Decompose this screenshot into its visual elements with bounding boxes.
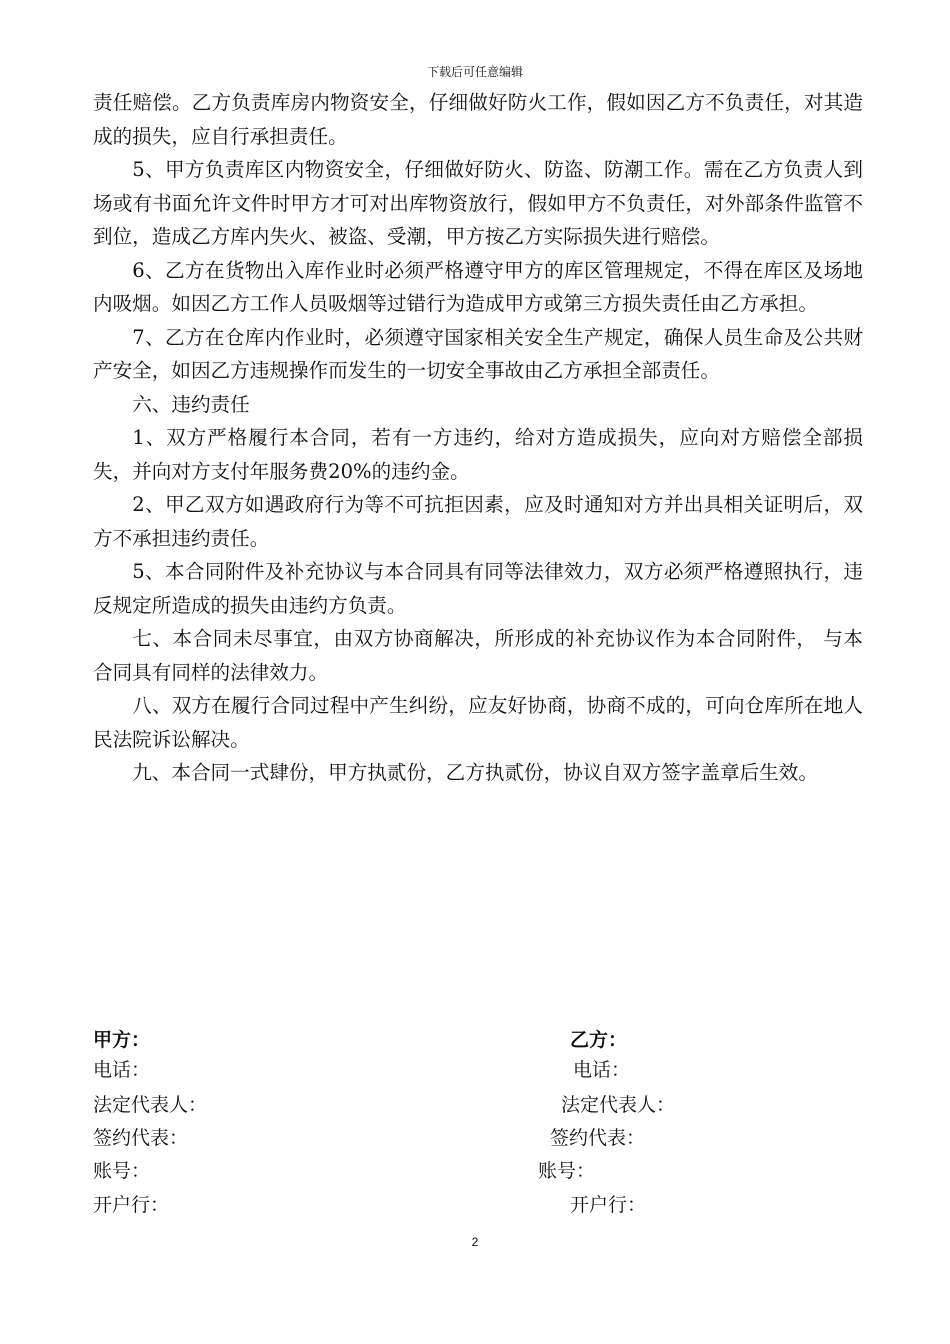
party-b-bank-label: 开户行：: [570, 1194, 647, 1216]
paragraph: 6、乙方在货物出入库作业时必须严格遵守甲方的库区管理规定，不得在库区及场地内吸烟。如因乙方工作人员吸烟等过错行为造成甲方或第三方损失责任由乙方承担。: [93, 258, 863, 315]
contract-body: [93, 86, 863, 790]
party-b-signing-rep-label: 签约代表：: [550, 1127, 646, 1149]
paragraph: 责任赔偿。乙方负责库房内物资安全，仔细做好防火工作，假如因乙方不负责任，对其造成的损失，应自行承担责任。: [93, 91, 863, 148]
party-a-label: 甲方：: [93, 1029, 151, 1051]
party-b-label: 乙方：: [570, 1029, 628, 1051]
page-header: 下载后可任意编辑: [426, 65, 523, 79]
paragraph: 七、本合同未尽事宜，由双方协商解决，所形成的补充协议作为本合同附件， 与本合同具有同样的法律效力。: [93, 627, 863, 684]
paragraph: 九、本合同一式肆份，甲方执贰份，乙方执贰份，协议自双方签字盖章后生效。: [132, 761, 818, 784]
paragraph: 2、甲乙双方如遇政府行为等不可抗拒因素，应及时通知对方并出具相关证明后，双方不承担违约责任。: [93, 493, 863, 550]
paragraph: 5、本合同附件及补充协议与本合同具有同等法律效力，双方必须严格遵照执行，违反规定所造成的损失由违约方负责。: [93, 560, 863, 617]
paragraph: 5、甲方负责库区内物资安全，仔细做好防火、防盗、防潮工作。需在乙方负责人到场或有书面允许文件时甲方才可对出库物资放行，假如甲方不负责任，对外部条件监管不到位，造成乙方库内失火、被盗、受潮，甲方按乙方实际损失进行赔偿。: [93, 158, 863, 248]
party-b-legal-rep-label: 法定代表人：: [561, 1094, 676, 1116]
party-a-phone-label: 电话：: [93, 1059, 151, 1081]
paragraph: 1、双方严格履行本合同，若有一方违约，给对方造成损失，应向对方赔偿全部损失，并向对方支付年服务费20%的违约金。: [93, 426, 863, 483]
party-b-phone-label: 电话：: [573, 1059, 631, 1081]
paragraph: 八、双方在履行合同过程中产生纠纷，应友好协商，协商不成的，可向仓库所在地人民法院诉讼解决。: [93, 694, 863, 751]
section-heading: 六、违约责任: [132, 392, 250, 416]
party-a-bank-label: 开户行：: [93, 1194, 170, 1216]
page-number: 2: [471, 1235, 479, 1249]
paragraph: 7、乙方在仓库内作业时，必须遵守国家相关安全生产规定，确保人员生命及公共财产安全，如因乙方违规操作而发生的一切安全事故由乙方承担全部责任。: [93, 325, 863, 382]
party-a-legal-rep-label: 法定代表人：: [93, 1094, 208, 1116]
party-b-account-label: 账号：: [538, 1160, 596, 1182]
party-a-signing-rep-label: 签约代表：: [93, 1127, 189, 1149]
party-a-account-label: 账号：: [93, 1160, 151, 1182]
